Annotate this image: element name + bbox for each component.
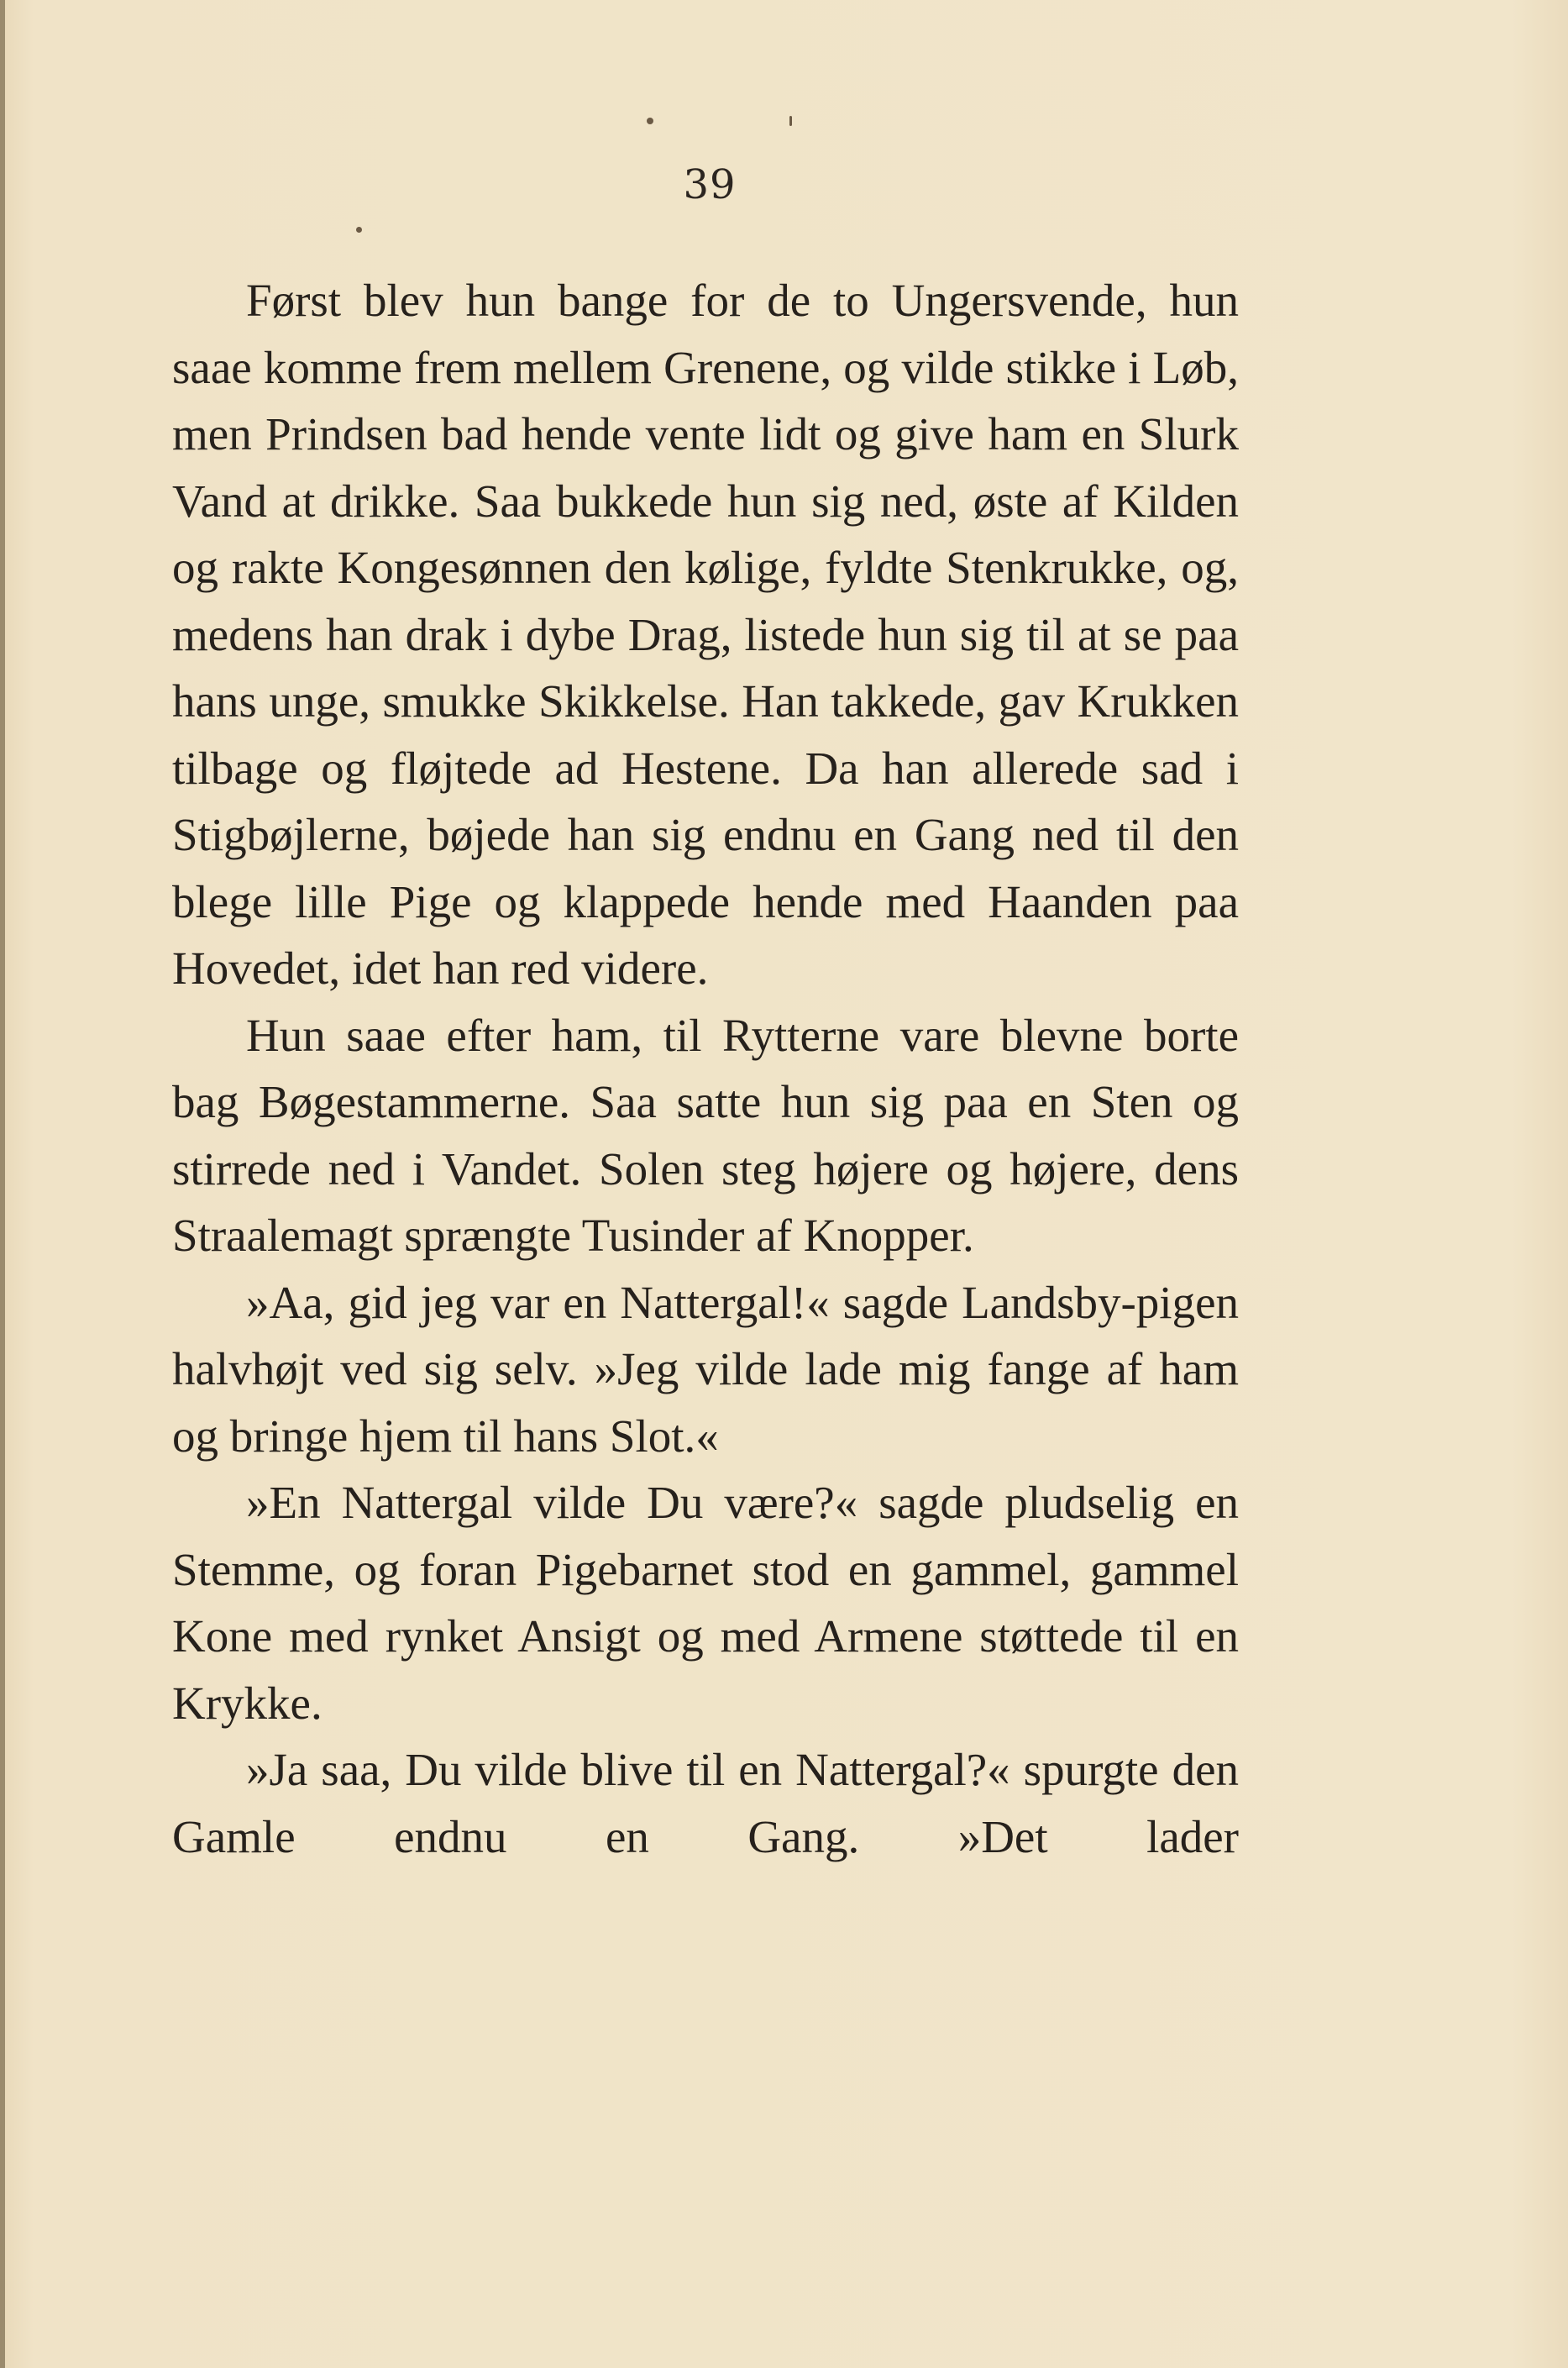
paragraph-2: Hun saae efter ham, til Rytterne vare blevne borte bag Bøgestammerne. Saa satte hun sig paa en Sten og stirrede ned i Vandet. Solen steg højere og højere, dens Straalemagt sprængte Tusinder af Knopper. (172, 1009, 1239, 1261)
page-binding-edge (0, 0, 5, 2368)
paragraph-5: »Ja saa, Du vilde blive til en Nattergal?« spurgte den Gamle endnu en Gang. »Det lader (172, 1744, 1239, 1862)
body-text (172, 267, 1239, 1870)
page-number: 39 (683, 161, 737, 208)
paragraph-3: »Aa, gid jeg var en Nattergal!« sagde Landsby-pigen halvhøjt ved sig selv. »Jeg vilde lade mig fange af ham og bringe hjem til hans Slot.« (172, 1276, 1239, 1462)
paragraph-1: Først blev hun bange for de to Ungersvende, hun saae komme frem mellem Grenene, og vilde stikke i Løb, men Prindsen bad hende vente lidt og give ham en Slurk Vand at drikke. Saa bukkede hun sig ned, øste af Kilden og rakte Kongesønnen den kølige, fyldte Stenkrukke, og, medens han drak i dybe Drag, listede hun sig til at se paa hans unge, smukke Skikkelse. Han takkede, gav Krukken tilbage og fløjtede ad Hestene. Da han allerede sad i Stigbøjlerne, bøjede han sig endnu en Gang ned til den blege lille Pige og klappede hende med Haanden paa Hovedet, idet han red videre. (172, 275, 1239, 994)
paragraph-4: »En Nattergal vilde Du være?« sagde pludselig en Stemme, og foran Pigebarnet stod en gammel, gammel Kone med rynket Ansigt og med Armene støttede til en Krykke. (172, 1477, 1239, 1729)
